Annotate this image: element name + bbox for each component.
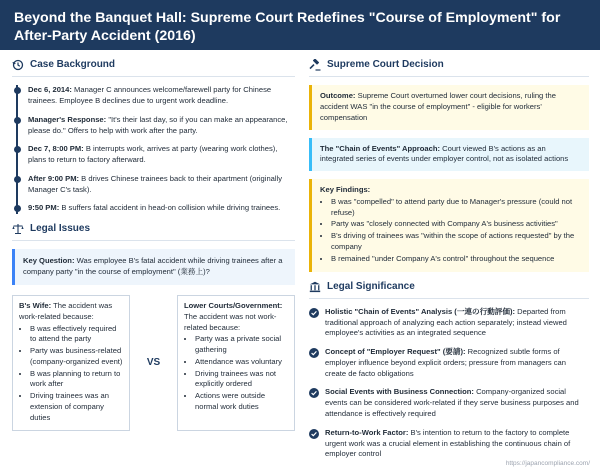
list-item: • Party was a private social gathering [195, 334, 288, 356]
timeline-item: Manager's Response: "It's their last day, so if you can make an appearance, please do." Offers to help with work after the party. [28, 115, 295, 137]
check-circle-icon [309, 348, 319, 358]
decision-heading: Supreme Court Decision [309, 58, 589, 77]
page-title: Beyond the Banquet Hall: Supreme Court Redefines "Course of Employment" for After-Party Accident (2016) [0, 0, 600, 50]
check-circle-icon [309, 308, 319, 318]
significance-heading: Legal Significance [309, 280, 589, 299]
list-item: • B was "compelled" to attend party due to Manager's pressure (could not refuse) [331, 197, 581, 219]
timeline-item: Dec 7, 8:00 PM: B interrupts work, arrives at party (wearing work clothes), plans to return to factory afterward. [28, 144, 295, 166]
list-item: • B was effectively required to attend the party [30, 324, 123, 346]
check-circle-icon [309, 388, 319, 398]
timeline [16, 85, 295, 214]
institution-icon [309, 281, 321, 293]
list-item: • Driving trainees was an extension of company duties [30, 391, 123, 423]
gavel-icon [309, 59, 321, 71]
versus-comparison [12, 295, 295, 431]
government-position: Lower Courts/Government: The accident was not work-related because: • Party was a private social gathering • Attendance was voluntary • Driving trainees was not explicitly ordered • Actions were outside normal work duties [177, 295, 295, 431]
approach-box: The "Chain of Events" Approach: Court viewed B's actions as an integrated series of events under employer control, not as isolated actions [309, 138, 589, 172]
significance-item: Social Events with Business Connection: Company-organized social events can be considered work-related if they serve business purposes and attendance is effectively required [309, 387, 589, 419]
list-item: • B remained "under Company A's control" throughout the sequence [331, 254, 581, 265]
left-column [12, 58, 295, 431]
list-item: • Driving trainees was not explicitly ordered [195, 369, 288, 391]
history-icon [12, 59, 24, 71]
list-item: • Party was "closely connected with Company A's business activities" [331, 219, 581, 230]
list-item: • B was planning to return to work after [30, 369, 123, 391]
key-question: Key Question: Was employee B's fatal accident while driving trainees after a company party "in the course of employment" (業務上)? [12, 249, 295, 285]
outcome-box: Outcome: Supreme Court overturned lower court decisions, ruling the accident WAS "in the course of employment" - eligible for workers' compensation [309, 85, 589, 129]
footer-url: https://japancompliance.com/ [505, 459, 590, 467]
right-column [309, 58, 589, 468]
significance-item: Return-to-Work Factor: B's intention to return to the factory to complete urgent work was a crucial element in establishing the continuous chain of employer control [309, 428, 589, 460]
legal-issues-heading: Legal Issues [12, 222, 295, 241]
significance-item: Concept of "Employer Request" (要請): Recognized subtle forms of employer influence beyond explicit orders; pressure from managers can create de facto obligations [309, 347, 589, 379]
list-item: • Party was business-related (company-organized event) [30, 346, 123, 368]
list-item: • B's driving of trainees was "within the scope of actions requested" by the company [331, 231, 581, 253]
list-item: • Actions were outside normal work duties [195, 391, 288, 413]
wife-position: B's Wife: The accident was work-related because: • B was effectively required to attend the party • Party was business-related (company-organized event) • B was planning to return to work after • Driving trainees was an extension of company duties [12, 295, 130, 431]
case-background-heading: Case Background [12, 58, 295, 77]
timeline-item: After 9:00 PM: B drives Chinese trainees back to their apartment (originally Manager C's task). [28, 174, 295, 196]
list-item: • Attendance was voluntary [195, 357, 288, 368]
check-circle-icon [309, 429, 319, 439]
findings-box: Key Findings: • B was "compelled" to attend party due to Manager's pressure (could not refuse) • Party was "closely connected with Company A's business activities" • B's driving of trainees was "within the scope of actions requested" by the company • B remained "under Company A's control" throughout the sequence [309, 179, 589, 271]
timeline-item: 9:50 PM: B suffers fatal accident in head-on collision while driving trainees. [28, 203, 295, 214]
significance-item: Holistic "Chain of Events" Analysis (一連の行動評価): Departed from traditional approach of analyzing each action separately; instead viewed employee's activities as an integrated sequence [309, 307, 589, 339]
timeline-item: Dec 6, 2014: Manager C announces welcome/farewell party for Chinese trainees. Employee B declines due to urgent work deadline. [28, 85, 295, 107]
vs-label: VS [146, 356, 161, 368]
scales-icon [12, 223, 24, 235]
